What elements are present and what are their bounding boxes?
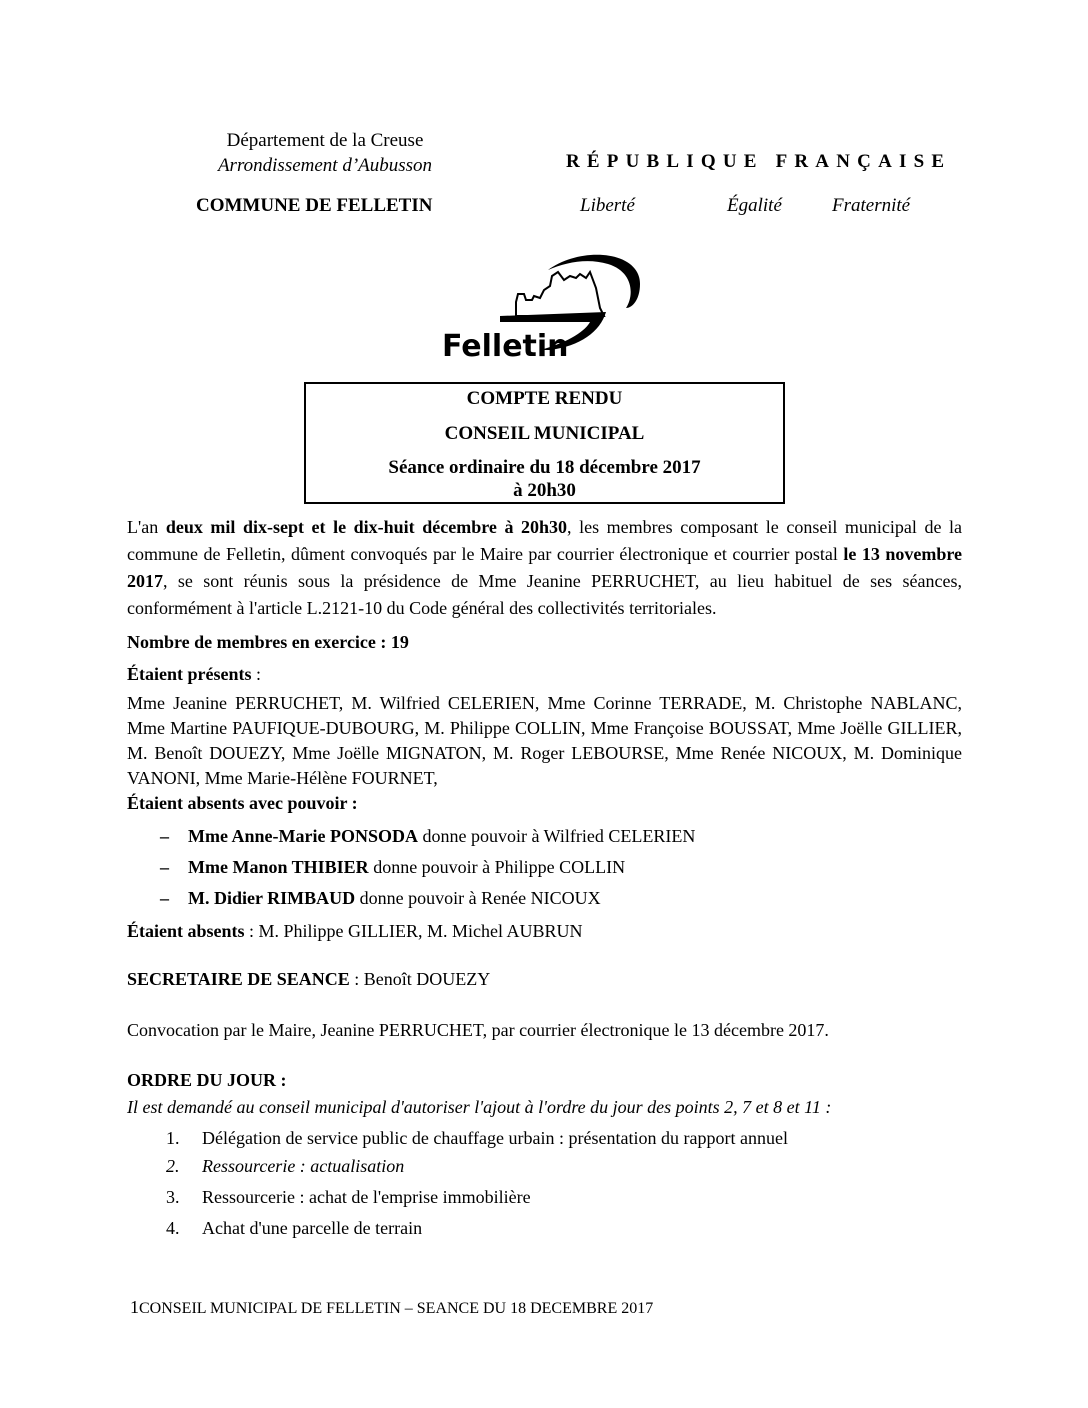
agenda-item xyxy=(166,1218,422,1239)
commune-label: COMMUNE DE FELLETIN xyxy=(196,195,433,216)
agenda-text: Achat d'une parcelle de terrain xyxy=(202,1218,423,1238)
intro-text-2: , les membres composant le conseil municipal de la commune de Felletin, dûment convoqués par le Maire par courrier électronique et courrier postal xyxy=(127,517,963,564)
intro-text-1: L'an xyxy=(127,517,166,537)
agenda-number: 2. xyxy=(166,1156,180,1176)
agenda-text: Ressourcerie : actualisation xyxy=(202,1156,405,1176)
intro-text-3: , se sont réunis sous la présidence de Mme Jeanine PERRUCHET, au lieu habituel de ses séances, conformément à l'article L.2121-10 du Code général des collectivités territoriales. xyxy=(127,571,962,618)
pouvoir-item xyxy=(160,826,695,847)
secretaire-label: SECRETAIRE DE SEANCE xyxy=(127,969,350,989)
presents-suffix: : xyxy=(251,664,262,684)
intro-bold-2: le 13 novembre 2017 xyxy=(127,544,962,591)
absents-line xyxy=(127,921,583,942)
intro-paragraph xyxy=(127,514,962,622)
absents-pouvoir-label: Étaient absents avec pouvoir : xyxy=(127,793,358,813)
membres-count: Nombre de membres en exercice : 19 xyxy=(127,632,409,652)
dash-bullet: – xyxy=(160,888,169,908)
page-footer xyxy=(130,1297,653,1318)
motto-egalite: Égalité xyxy=(727,195,782,216)
pouvoir-text: donne pouvoir à Wilfried CELERIEN xyxy=(417,826,696,846)
presents-label: Étaient présents xyxy=(127,664,252,684)
absents-label: Étaient absents xyxy=(127,921,245,941)
logo-text: Felletin xyxy=(442,329,569,362)
departement-label: Département de la Creuse xyxy=(226,130,424,151)
agenda-item xyxy=(166,1187,531,1208)
header-left-block xyxy=(160,128,490,178)
pouvoir-name: Mme Anne-Marie PONSODA xyxy=(188,826,418,846)
title-conseil: CONSEIL MUNICIPAL xyxy=(444,423,645,444)
arrondissement-label: Arrondissement d’Aubusson xyxy=(217,155,433,176)
agenda-text: Ressourcerie : achat de l'emprise immobilière xyxy=(202,1187,531,1207)
pouvoir-text: donne pouvoir à Philippe COLLIN xyxy=(368,857,626,877)
agenda-text: Délégation de service public de chauffage urbain : présentation du rapport annuel xyxy=(202,1128,788,1148)
pouvoir-item xyxy=(160,888,601,909)
felletin-logo xyxy=(440,250,660,362)
agenda-number: 4. xyxy=(166,1218,180,1238)
agenda-item xyxy=(166,1156,404,1177)
title-box xyxy=(304,382,785,504)
secretaire-text: : Benoît DOUEZY xyxy=(349,969,491,989)
dash-bullet: – xyxy=(160,826,169,846)
ordre-du-jour-label: ORDRE DU JOUR : xyxy=(127,1070,287,1090)
agenda-item xyxy=(166,1128,788,1149)
presents-list: Mme Jeanine PERRUCHET, M. Wilfried CELERIEN, Mme Corinne TERRADE, M. Christophe NABLANC, Mme Martine PAUFIQUE-DUBOURG, M. Philippe COLLIN, Mme Françoise BOUSSAT, Mme Joëlle GILLIER, M. Benoît DOUEZY, Mme Joëlle MIGNATON, M. Roger LEBOURSE, Mme Renée NICOUX, M. Dominique VANONI, Mme Marie-Hélène FOURNET, xyxy=(127,693,962,788)
pouvoir-name: Mme Manon THIBIER xyxy=(188,857,369,877)
title-compte-rendu: COMPTE RENDU xyxy=(466,388,623,409)
absents-text: : M. Philippe GILLIER, M. Michel AUBRUN xyxy=(244,921,583,941)
dash-bullet: – xyxy=(160,857,169,877)
footer-text: CONSEIL MUNICIPAL DE FELLETIN – SEANCE DU 18 DECEMBRE 2017 xyxy=(139,1300,654,1317)
pouvoir-text: donne pouvoir à Renée NICOUX xyxy=(355,888,601,908)
title-heure: à 20h30 xyxy=(513,480,576,501)
pouvoir-name: M. Didier RIMBAUD xyxy=(188,888,356,908)
motto-fraternite: Fraternité xyxy=(832,195,911,216)
page-number: 1 xyxy=(130,1297,139,1317)
presents-heading xyxy=(127,664,261,685)
pouvoir-item xyxy=(160,857,625,878)
agenda-number: 3. xyxy=(166,1187,180,1207)
agenda-number: 1. xyxy=(166,1128,180,1148)
convocation-line: Convocation par le Maire, Jeanine PERRUCHET, par courrier électronique le 13 décembre 2017. xyxy=(127,1020,829,1040)
intro-bold-1: deux mil dix-sept et le dix-huit décembre à 20h30 xyxy=(165,517,568,537)
motto-liberte: Liberté xyxy=(580,195,635,216)
secretaire-line xyxy=(127,969,490,990)
title-seance: Séance ordinaire du 18 décembre 2017 xyxy=(388,457,701,478)
republique-label: RÉPUBLIQUE FRANÇAISE xyxy=(566,151,952,172)
ordre-du-jour-note: Il est demandé au conseil municipal d'autoriser l'ajout à l'ordre du jour des points 2, 7 et 8 et 11 : xyxy=(127,1097,832,1117)
